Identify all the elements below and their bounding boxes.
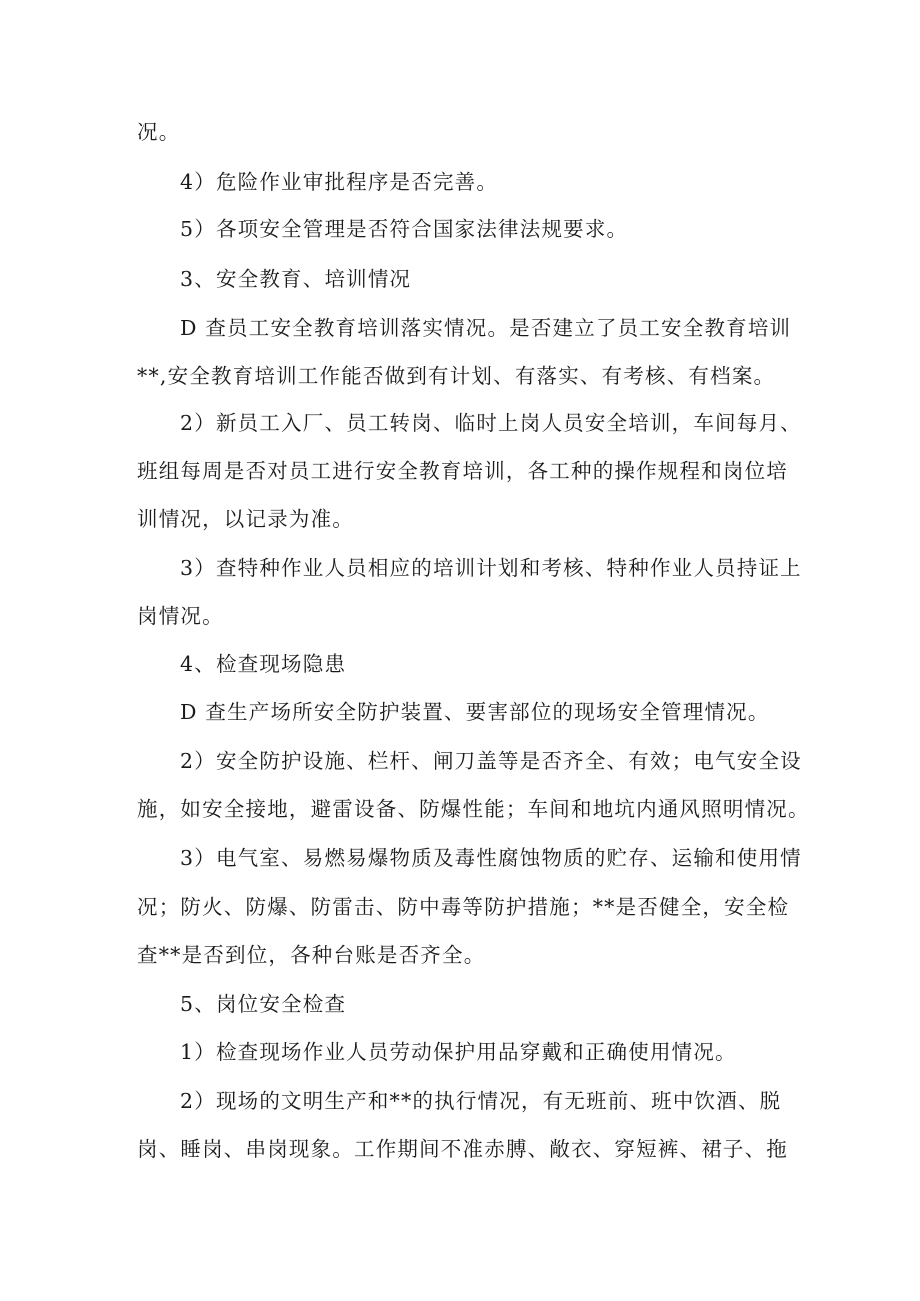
section-heading: 4、检查现场隐患 <box>180 652 347 676</box>
text-line: D 查生产场所安全防护装置、要害部位的现场安全管理情况。 <box>180 700 770 724</box>
text-line: 岗、睡岗、串岗现象。工作期间不准赤膊、敞衣、穿短裤、裙子、拖 <box>137 1137 788 1161</box>
text-line: 4）危险作业审批程序是否完善。 <box>180 170 499 194</box>
text-line: 2）新员工入厂、员工转岗、临时上岗人员安全培训，车间每月、 <box>180 411 802 435</box>
text-line: 岗情况。 <box>137 604 224 628</box>
text-line: 3）电气室、易燃易爆物质及毒性腐蚀物质的贮存、运输和使用情 <box>180 846 802 870</box>
text-line: 况；防火、防爆、防雷击、防中毒等防护措施；**是否健全，安全检 <box>137 895 790 919</box>
text-line: 训情况，以记录为准。 <box>137 507 354 531</box>
text-line: D 查员工安全教育培训落实情况。是否建立了员工安全教育培训 <box>180 316 792 340</box>
section-heading: 5、岗位安全检查 <box>180 992 347 1016</box>
text-line: 查**是否到位，各种台账是否齐全。 <box>137 943 486 967</box>
text-line: 2）安全防护设施、栏杆、闸刀盖等是否齐全、有效；电气安全设 <box>180 749 802 773</box>
text-line: 1）检查现场作业人员劳动保护用品穿戴和正确使用情况。 <box>180 1040 737 1064</box>
text-line: 3）查特种作业人员相应的培训计划和考核、特种作业人员持证上 <box>180 556 802 580</box>
text-line: 2）现场的文明生产和**的执行情况，有无班前、班中饮酒、脱 <box>180 1089 782 1113</box>
text-line: 施，如安全接地，避雷设备、防爆性能；车间和地坑内通风照明情况。 <box>137 797 810 821</box>
section-heading: 3、安全教育、培训情况 <box>180 267 412 291</box>
text-line: 班组每周是否对员工进行安全教育培训，各工种的操作规程和岗位培 <box>137 459 788 483</box>
text-line: 况。 <box>137 120 181 144</box>
text-line: 5）各项安全管理是否符合国家法律法规要求。 <box>180 217 629 241</box>
text-line: **,安全教育培训工作能否做到有计划、有落实、有考核、有档案。 <box>137 364 776 388</box>
